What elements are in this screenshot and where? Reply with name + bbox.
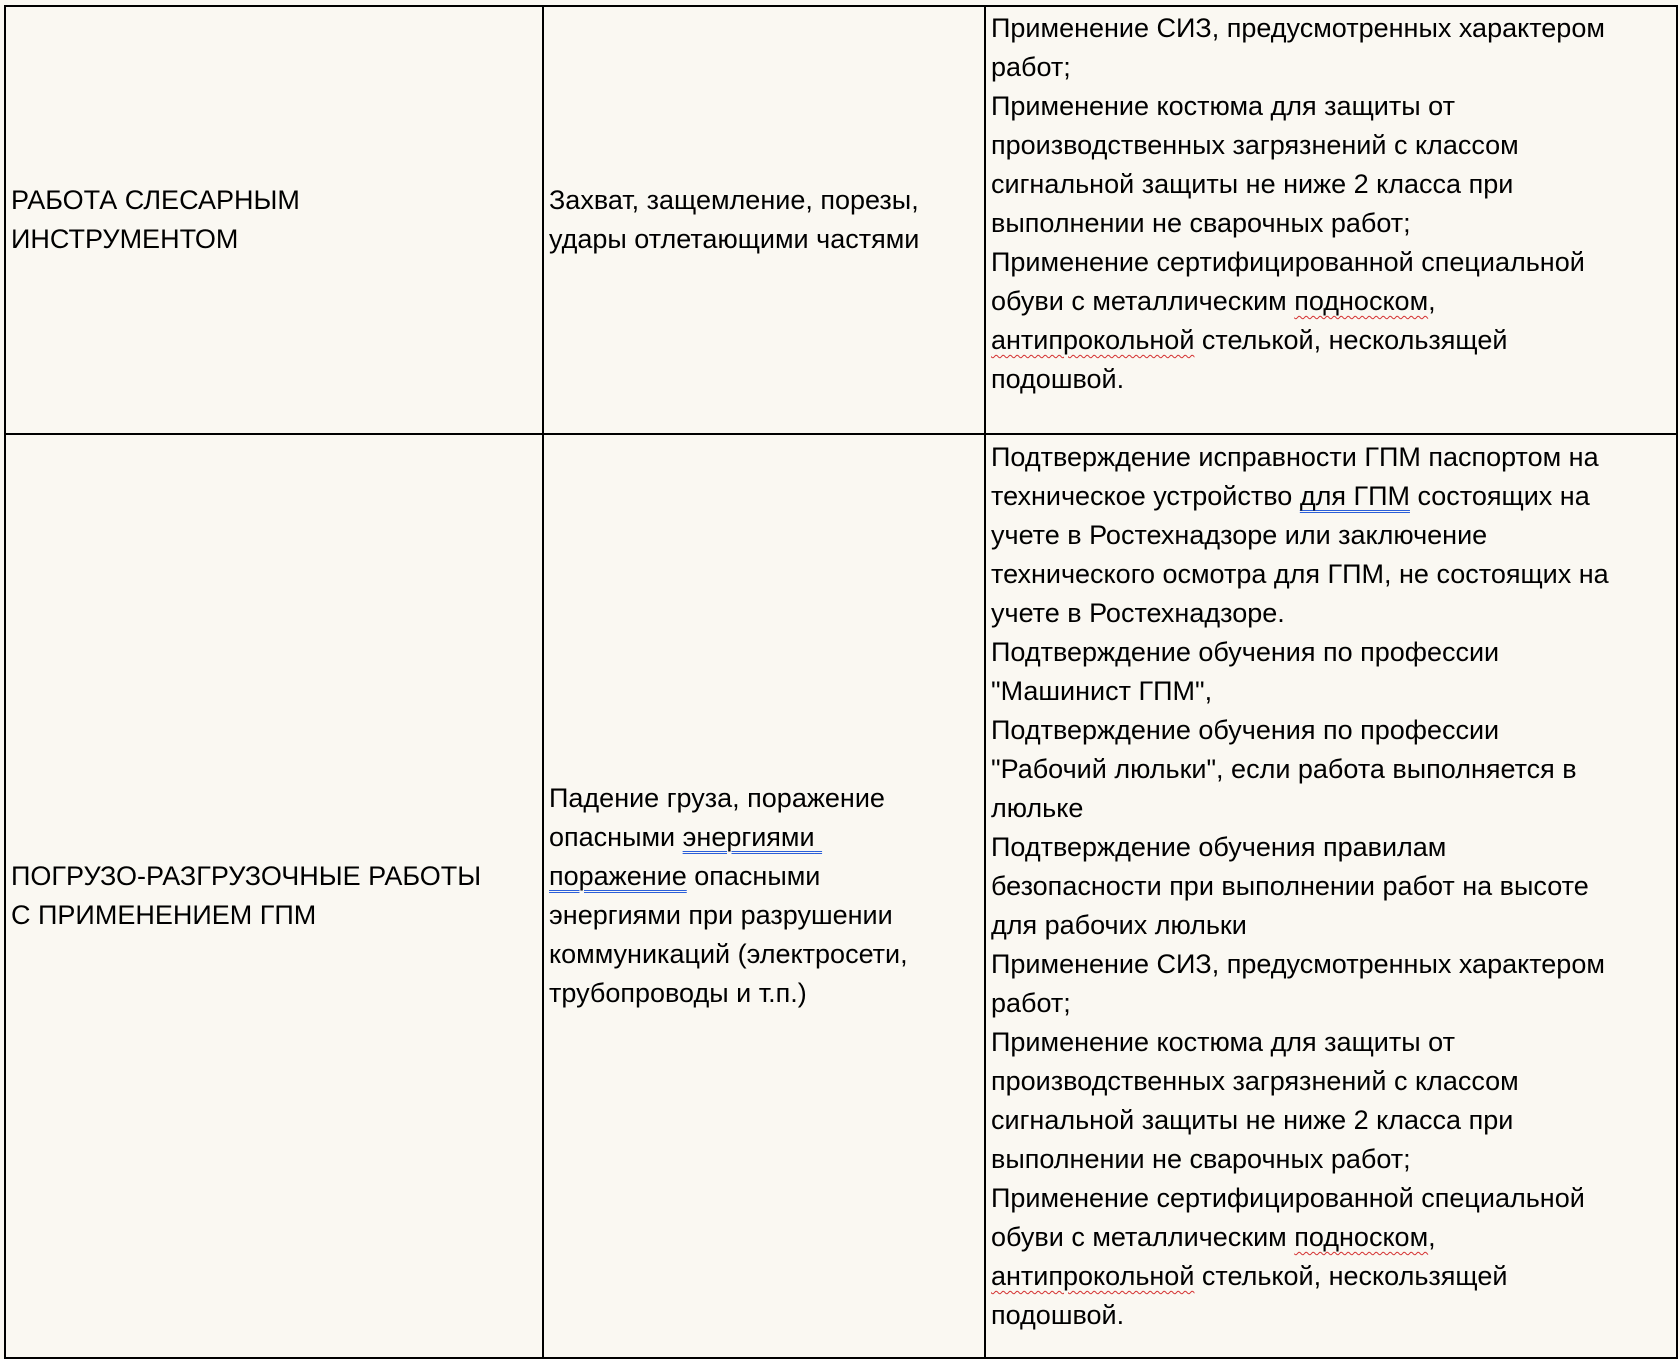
hazard-line: Захват, защемление, порезы, xyxy=(549,185,919,215)
measures-cell[interactable] xyxy=(985,6,1677,434)
hazard-table xyxy=(4,5,1678,1359)
grammar-error-word[interactable]: для ГПМ xyxy=(1299,481,1410,511)
work-type-cell[interactable] xyxy=(5,434,543,1358)
work-type-line: ИНСТРУМЕНТОМ xyxy=(11,224,239,254)
measure-line: "Машинист ГПМ", xyxy=(991,676,1213,706)
measure-line: Применение костюма для защиты от xyxy=(991,91,1455,121)
table-row xyxy=(5,6,1677,434)
grammar-error-word[interactable]: поражение xyxy=(549,861,687,891)
measure-line: технического осмотра для ГПМ, не состоящих на xyxy=(991,559,1609,589)
spelling-error-word[interactable]: подноском xyxy=(1294,1222,1429,1252)
spelling-error-word[interactable]: подноском xyxy=(1294,286,1429,316)
line-text: техническое устройство xyxy=(991,481,1300,511)
measure-line: Применение СИЗ, предусмотренных характером xyxy=(991,949,1605,979)
measure-line: выполнении не сварочных работ; xyxy=(991,208,1411,238)
measure-line xyxy=(991,1257,1676,1296)
measure-line xyxy=(991,282,1676,321)
measure-line: Применение костюма для защиты от xyxy=(991,1027,1455,1057)
measure-line: для рабочих люльки xyxy=(991,910,1247,940)
table-row xyxy=(5,434,1677,1358)
measure-line: подошвой. xyxy=(991,364,1125,394)
line-text: стелькой, нескользящей xyxy=(1194,325,1508,355)
measure-line: подошвой. xyxy=(991,1300,1125,1330)
hazard-line: трубопроводы и т.п.) xyxy=(549,978,807,1008)
line-text: , xyxy=(1428,1222,1436,1252)
measure-line xyxy=(991,1218,1676,1257)
line-text: стелькой, нескользящей xyxy=(1194,1261,1508,1291)
measure-line: сигнальной защиты не ниже 2 класса при xyxy=(991,169,1514,199)
measure-line: работ; xyxy=(991,52,1071,82)
hazard-cell[interactable] xyxy=(543,6,985,434)
measure-line: работ; xyxy=(991,988,1071,1018)
measure-line xyxy=(991,477,1676,516)
hazard-line: коммуникаций (электросети, xyxy=(549,939,908,969)
spelling-error-word[interactable]: антипрокольной xyxy=(991,325,1195,355)
measure-line: Применение сертифицированной специальной xyxy=(991,247,1585,277)
spelling-error-word[interactable]: антипрокольной xyxy=(991,1261,1195,1291)
measure-line: учете в Ростехнадзоре или заключение xyxy=(991,520,1488,550)
measure-line: производственных загрязнений с классом xyxy=(991,130,1519,160)
line-text: опасными xyxy=(549,822,683,852)
grammar-error-word[interactable]: энергиями xyxy=(682,822,815,852)
measure-line: Подтверждение обучения по профессии xyxy=(991,715,1500,745)
line-text: обуви с металлическим xyxy=(991,286,1295,316)
measures-cell[interactable] xyxy=(985,434,1677,1358)
hazard-line: энергиями при разрушении xyxy=(549,900,893,930)
work-type-line: ПОГРУЗО-РАЗГРУЗОЧНЫЕ РАБОТЫ xyxy=(11,861,482,891)
line-text: обуви с металлическим xyxy=(991,1222,1295,1252)
hazard-line xyxy=(549,818,984,857)
line-text: состоящих на xyxy=(1409,481,1590,511)
measure-line: люльке xyxy=(991,793,1084,823)
hazard-cell[interactable] xyxy=(543,434,985,1358)
measure-line: сигнальной защиты не ниже 2 класса при xyxy=(991,1105,1514,1135)
hazard-line: удары отлетающими частями xyxy=(549,224,920,254)
measure-line: Применение СИЗ, предусмотренных характером xyxy=(991,13,1605,43)
line-text: опасными xyxy=(686,861,821,891)
measure-line: Подтверждение обучения по профессии xyxy=(991,637,1500,667)
measure-line xyxy=(991,321,1676,360)
grammar-error-space xyxy=(815,822,823,852)
hazard-line xyxy=(549,857,984,896)
measure-line: безопасности при выполнении работ на высоте xyxy=(991,871,1589,901)
work-type-line: РАБОТА СЛЕСАРНЫМ xyxy=(11,185,300,215)
measure-line: Подтверждение исправности ГПМ паспортом на xyxy=(991,442,1599,472)
measure-line: Подтверждение обучения правилам xyxy=(991,832,1447,862)
measure-line: учете в Ростехнадзоре. xyxy=(991,598,1285,628)
work-type-cell[interactable] xyxy=(5,6,543,434)
measure-line: выполнении не сварочных работ; xyxy=(991,1144,1411,1174)
measure-line: Применение сертифицированной специальной xyxy=(991,1183,1585,1213)
work-type-line: С ПРИМЕНЕНИЕМ ГПМ xyxy=(11,900,317,930)
line-text: , xyxy=(1428,286,1436,316)
hazard-line: Падение груза, поражение xyxy=(549,783,885,813)
measure-line: производственных загрязнений с классом xyxy=(991,1066,1519,1096)
measure-line: "Рабочий люльки", если работа выполняется в xyxy=(991,754,1577,784)
